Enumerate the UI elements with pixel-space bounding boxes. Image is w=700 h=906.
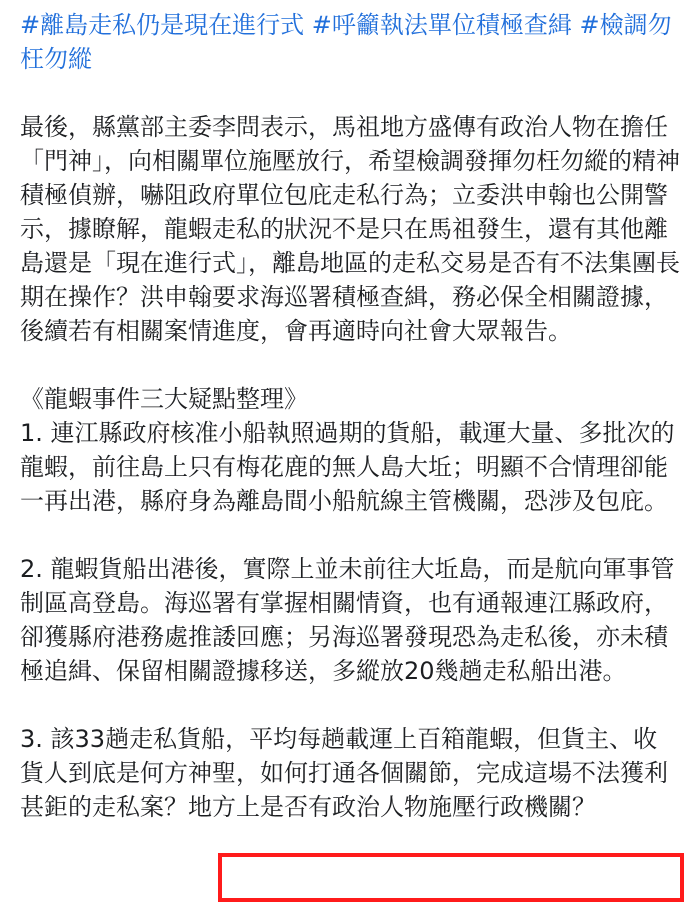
- spacer: [20, 518, 680, 552]
- hashtag-link[interactable]: #檢調勿枉勿縱: [20, 11, 672, 73]
- section-heading: 《龍蝦事件三大疑點整理》: [20, 385, 308, 413]
- spacer: [20, 76, 680, 110]
- paragraph-point-1: 1. 連江縣政府核准小船執照過期的貨船，載運大量、多批次的龍蝦，前往島上只有梅花鹿的無人島大坵；明顯不合情理卻能一再出港，縣府身為離島間小船航線主管機關，恐涉及包庇。: [20, 419, 675, 515]
- spacer: [20, 688, 680, 722]
- post-body: [20, 110, 680, 824]
- hashtag-line: [20, 8, 680, 76]
- hashtag-link[interactable]: #離島走私仍是現在進行式: [20, 11, 305, 39]
- paragraph-point-2: 2. 龍蝦貨船出港後，實際上並未前往大坵島，而是航向軍事管制區高登島。海巡署有掌握相關情資，也有通報連江縣政府，卻獲縣府港務處推諉回應；另海巡署發現恐為走私後，亦未積極追緝、保留相關證據移送，多縱放20幾趟走私船出港。: [20, 555, 675, 685]
- paragraph-statement: 最後，縣黨部主委李問表示，馬祖地方盛傳有政治人物在擔任「門神」，向相關單位施壓放行，希望檢調發揮勿枉勿縱的精神積極偵辦，嚇阻政府單位包庇走私行為；立委洪申翰也公開警示，據瞭解，龍蝦走私的狀況不是只在馬祖發生，還有其他離島還是「現在進行式」，離島地區的走私交易是否有不法集團長期在操作？洪申翰要求海巡署積極查緝，務必保全相關證據，後續若有相關案情進度，會再適時向社會大眾報告。: [20, 113, 680, 345]
- spacer: [20, 348, 680, 382]
- paragraph-point-3: 3. 該33趟走私貨船，平均每趟載運上百箱龍蝦，但貨主、收貨人到底是何方神聖，如何打通各個關節，完成這場不法獲利甚鉅的走私案？地方上是否有政治人物施壓行政機關？: [20, 725, 668, 821]
- hashtag-link[interactable]: #呼籲執法單位積極查緝: [311, 11, 572, 39]
- highlight-box: [218, 853, 684, 902]
